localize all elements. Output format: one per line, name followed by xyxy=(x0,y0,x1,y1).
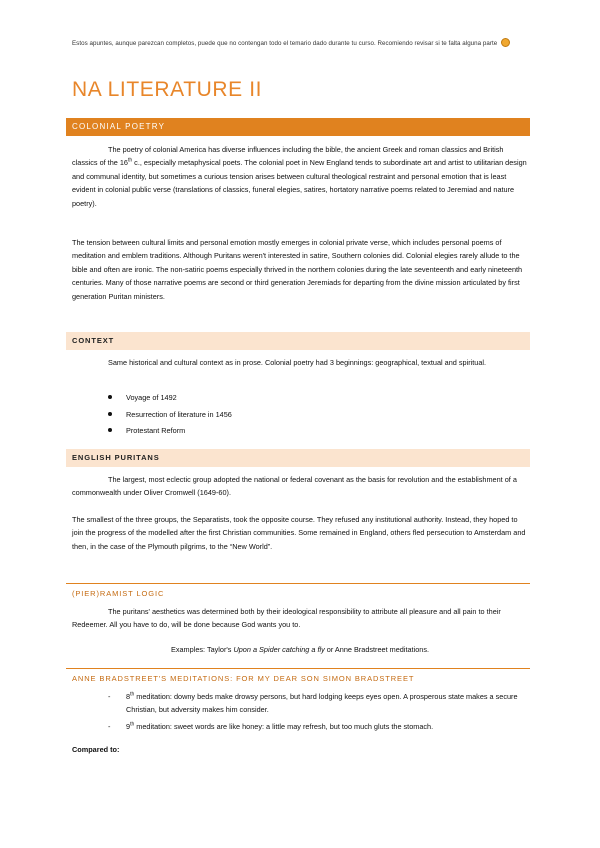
compared-to-label: Compared to: xyxy=(72,745,120,754)
bullet-text: Voyage of 1492 xyxy=(126,393,177,402)
colonial-p1-part-a: The poetry of colonial America has diverse influences including the bible, the ancient Greek and roman classics and British classics of the 16 xyxy=(72,145,504,168)
meditation-number: 8 xyxy=(126,692,131,701)
section-header-english-puritans: ENGLISH PURITANS xyxy=(66,449,530,467)
list-item xyxy=(108,407,232,424)
context-paragraph: Same historical and cultural context as in prose. Colonial poetry had 3 beginnings: geographical, textual and spiritual. xyxy=(108,358,487,367)
list-item xyxy=(108,390,232,407)
puritans-paragraph-2: The smallest of the three groups, the Separatists, took the opposite course. They refused any institutional authority. Instead, they hoped to join the progress of the modelled after the first Christian communities. Some remained in England, others fled persecution to Amsterdam and then, in the case of the Plymouth pilgrims, to the “New World”. xyxy=(72,515,526,551)
meditation-text: meditation: downy beds make drowsy persons, but hard lodging keeps eyes open. A prosperous state makes a secure Christian, but adversity makes him consider. xyxy=(126,692,518,715)
section-header-context: CONTEXT xyxy=(66,332,530,350)
section-header-colonial-poetry: COLONIAL POETRY xyxy=(66,118,530,136)
context-bullet-list xyxy=(108,390,232,440)
section-header-anne-bradstreet: ANNE BRADSTREET'S MEDITATIONS: FOR MY DEAR SON SIMON BRADSTREET xyxy=(66,668,530,683)
examples-prefix: Examples: Taylor's xyxy=(170,645,234,654)
meditation-ordinal: th xyxy=(130,691,135,698)
meditations-list xyxy=(108,690,528,736)
colonial-p1-sup: th xyxy=(127,157,133,164)
colonial-p1-part-b: c., especially metaphysical poets. The colonial poet in New England tends to subordinate art and artist to utilitarian design and communal identity, but sometimes a curious tension arises between cultural theological restraint and personal emotion that is least evident in colonial public verse (translations of classics, funeral elegies, satires, hortatory narrative poems related to Jeremiad and nature poetry). xyxy=(72,158,527,208)
puritans-paragraph-1: The largest, most eclectic group adopted the national or federal covenant as the basis for revolution and the establishment of a commonwealth under Oliver Cromwell (1649-60). xyxy=(72,475,517,498)
dash-marker: - xyxy=(108,692,111,701)
bullet-icon xyxy=(108,395,112,399)
ramist-paragraph: The puritans' aesthetics was determined both by their ideological responsibility to attribute all pleasure and all pain to their Redeemer. All you have to do, will be done because God wants you to. xyxy=(72,607,501,630)
list-item xyxy=(108,720,528,733)
smiley-icon xyxy=(501,38,510,47)
dash-marker: - xyxy=(108,721,111,731)
list-item xyxy=(108,423,232,440)
bullet-text: Protestant Reform xyxy=(126,426,186,435)
disclaimer-text: Estos apuntes, aunque parezcan completos, puede que no contengan todo el temario dado durante tu curso. Recomiendo revisar si te falta alguna parte xyxy=(72,40,498,48)
examples-suffix: or Anne Bradstreet meditations. xyxy=(324,645,429,654)
disclaimer-note xyxy=(72,39,542,48)
meditation-text: meditation: sweet words are like honey: a little may refresh, but too much gluts the stomach. xyxy=(134,721,434,731)
bullet-text: Resurrection of literature in 1456 xyxy=(126,409,232,419)
colonial-paragraph-2: The tension between cultural limits and personal emotion mostly emerges in colonial private verse, which includes personal poems of meditation and emblem traditions. Although Puritans weren't interested in satire, Southern colonies did. Colonial elegies rarely allude to the bible and often are ironic. The non-satiric poems especially thrived in the northern colonies during the late seventeenth and early nineteenth centuries. Many of those narrative poems are second or third generation Jeremiads for departing from the divine mission articulated by first generation Puritan ministers. xyxy=(72,238,523,301)
examples-poem-title: Upon a Spider catching a fly xyxy=(233,645,325,654)
list-item xyxy=(108,690,528,717)
bullet-icon xyxy=(108,428,112,432)
section-header-ramist-logic: (PIER)RAMIST LOGIC xyxy=(66,583,530,598)
ramist-examples xyxy=(72,645,528,654)
colonial-paragraph-1 xyxy=(72,143,528,210)
page-title: NA LITERATURE II xyxy=(72,78,263,101)
bullet-icon xyxy=(108,412,112,416)
meditation-ordinal: th xyxy=(130,721,135,728)
meditation-number: 9 xyxy=(126,721,131,731)
